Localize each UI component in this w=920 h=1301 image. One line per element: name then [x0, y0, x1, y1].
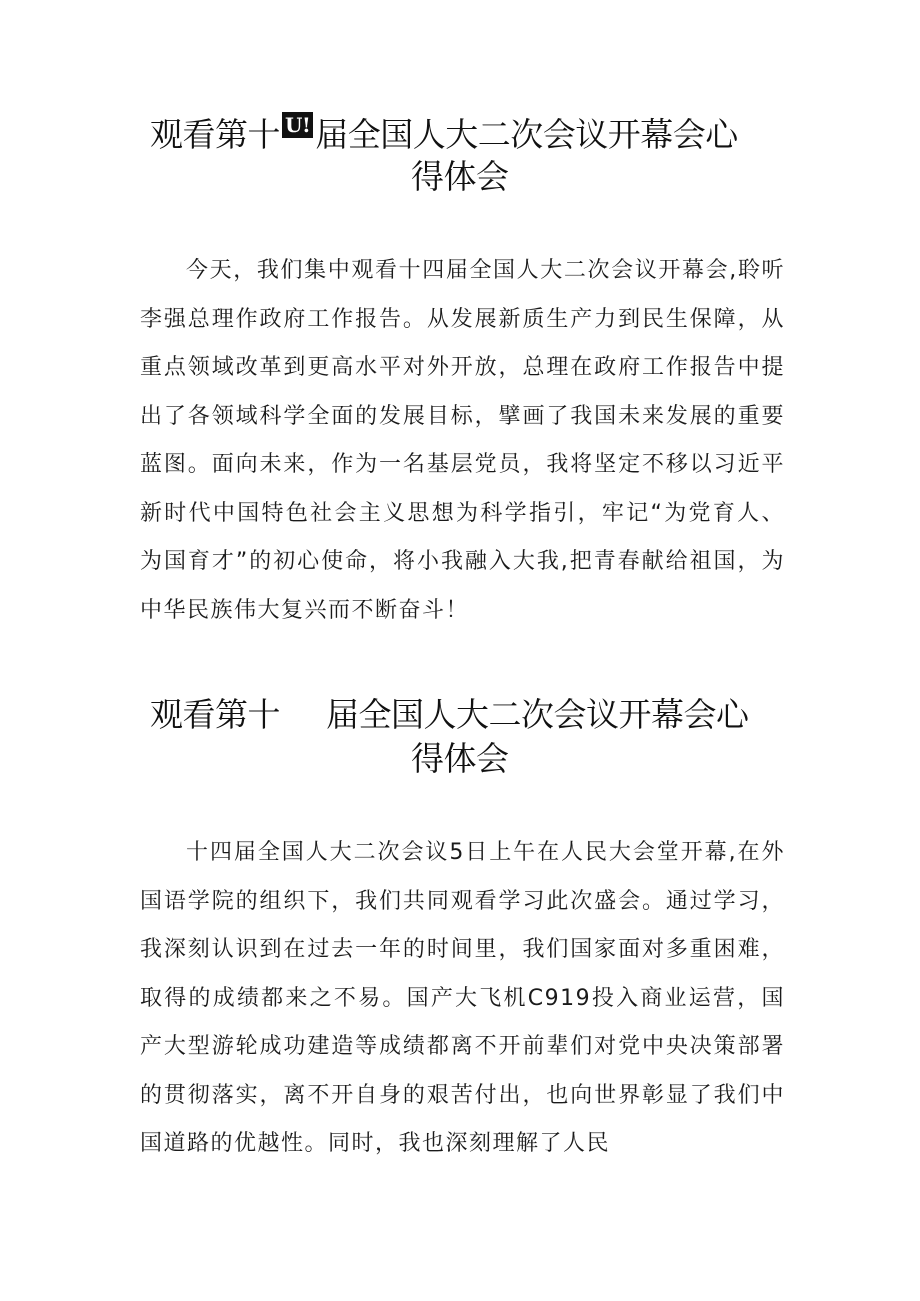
section1-title-part1: 观看第十 — [150, 115, 280, 154]
section2-body: 十四届全国人大二次会议5日上午在人民大会堂开幕,在外国语学院的组织下，我们共同观看学习此次盛会。通过学习，我深刻认识到在过去一年的时间里，我们国家面对多重困难，取得的成绩都来之不易。国产大飞机C919投入商业运营，国产大型游轮成功建造等成绩都离不开前辈们对党中央决策部署的贯彻落实，离不开自身的艰苦付出，也向世界彰显了我们中国道路的优越性。同时，我也深刻理解了人民 — [140, 840, 785, 1156]
section1-title-part2: 届全国人大二次会议开幕会心 — [315, 115, 738, 154]
section1-body: 今天，我们集中观看十四届全国人大二次会议开幕会,聆听李强总理作政府工作报告。从发展新质生产力到民生保障，从重点领域改革到更高水平对外开放，总理在政府工作报告中提出了各领域科学全面的发展目标，擘画了我国未来发展的重要蓝图。面向未来，作为一名基层党员，我将坚定不移以习近平新时代中国特色社会主义思想为科学指引，牢记“为党育人、为国育才”的初心使命，将小我融入大我,把青春献给祖国，为中华民族伟大复兴而不断奋斗！ — [140, 258, 785, 623]
section2-title-line2: 得体会 — [411, 739, 509, 778]
section2-title-part1: 观看第十 — [150, 695, 280, 734]
section2-title — [150, 694, 749, 736]
section1-title-line2: 得体会 — [411, 157, 509, 196]
section2-title-part2: 届全国人大二次会议开幕会心 — [326, 695, 749, 734]
section1-title-garbled-glyph: U! — [282, 112, 313, 138]
section1-title — [150, 112, 738, 156]
